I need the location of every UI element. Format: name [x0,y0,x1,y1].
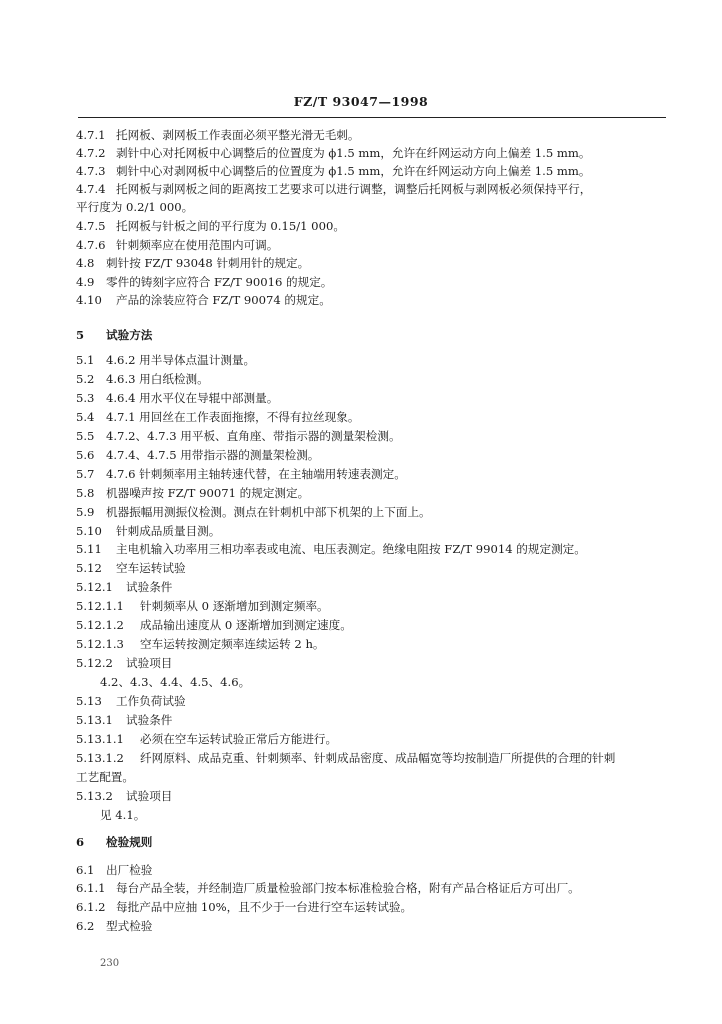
clause-number: 5.13.1.1 [76,732,124,746]
clause-text: 4.7.6 针刺频率用主轴转速代替，在主轴端用转速表测定。 [106,467,406,481]
clause-line [76,164,591,178]
clause-text: 零件的铸刻字应符合 FZ/T 90016 的规定。 [106,275,333,289]
clause-number: 4.7.2 [76,146,106,160]
clause-line [76,293,331,307]
clause-text: 4.7.1 用回丝在工作表面拖擦，不得有拉丝现象。 [106,410,360,424]
clause-line [76,770,134,784]
clause-line [76,751,615,765]
clause-number: 6.1.2 [76,900,106,914]
clause-text: 托网板与剥网板之间的距离按工艺要求可以进行调整，调整后托网板与剥网板必须保持平行， [116,182,592,196]
clause-text: 试验条件 [126,713,173,727]
clause-line [76,542,586,556]
clause-text: 4.2、4.3、4.4、4.5、4.6。 [100,675,251,689]
clause-line [100,808,145,822]
clause-number: 5.11 [76,542,102,556]
clause-text: 试验方法 [106,328,153,342]
clause-text: 4.6.2 用半导体点温计测量。 [106,353,256,367]
clause-number: 6 [76,835,85,849]
clause-line [76,328,152,342]
clause-line [76,599,329,613]
clause-number: 5.10 [76,524,102,538]
clause-line [76,863,152,877]
clause-line [76,656,172,670]
clause-text: 托网板、剥网板工作表面必须平整光滑无毛刺。 [116,128,360,142]
clause-number: 4.9 [76,275,95,289]
header-rule [78,117,666,118]
clause-number: 4.7.4 [76,182,106,196]
clause-line [76,128,359,142]
clause-number: 5.13.2 [76,789,113,803]
clause-line [76,505,431,519]
clause-text: 每批产品中应抽 10%，且不少于一台进行空车运转试验。 [116,900,413,914]
clause-number: 5.13.1.2 [76,751,124,765]
clause-text: 型式检验 [106,919,153,933]
clause-text: 每台产品全装，并经制造厂质量检验部门按本标准检验合格，附有产品合格证后方可出厂。 [116,881,580,895]
clause-number: 5.12.1.3 [76,637,124,651]
clause-line [76,429,401,443]
clause-text: 针刺频率从 0 逐渐增加到测定频率。 [140,599,329,613]
clause-text: 托网板与针板之间的平行度为 0.15/1 000。 [116,219,345,233]
clause-number: 4.7.6 [76,238,106,252]
clause-line [76,182,591,196]
clause-text: 纤网原料、成品克重、针刺频率、针刺成品密度、成品幅宽等均按制造厂所提供的合理的针刺 [140,751,616,765]
clause-line [76,353,255,367]
clause-text: 必须在空车运转试验正常后方能进行。 [140,732,338,746]
clause-line [76,881,580,895]
clause-line [76,238,278,252]
clause-text: 检验规则 [106,835,153,849]
clause-number: 5.2 [76,372,95,386]
clause-text: 机器噪声按 FZ/T 90071 的规定测定。 [106,486,310,500]
clause-line [76,789,172,803]
clause-line [76,275,332,289]
clause-line [76,467,406,481]
clause-text: 4.7.4、4.7.5 用带指示器的测量架检测。 [106,448,320,462]
clause-text: 刺针按 FZ/T 93048 针刺用针的规定。 [106,256,310,270]
clause-line [76,713,172,727]
clause-line [76,448,319,462]
clause-number: 5.4 [76,410,95,424]
clause-text: 见 4.1。 [100,808,146,822]
clause-number: 5.12.2 [76,656,113,670]
clause-number: 5.9 [76,505,95,519]
clause-number: 5.8 [76,486,95,500]
clause-number: 5.3 [76,391,95,405]
clause-line [76,732,337,746]
clause-number: 5.12 [76,561,102,575]
clause-text: 4.7.2、4.7.3 用平板、直角座、带指示器的测量架检测。 [106,429,401,443]
clause-line [76,618,352,632]
clause-line [76,561,186,575]
clause-line [76,919,152,933]
clause-line [76,580,172,594]
clause-number: 4.7.3 [76,164,106,178]
clause-number: 5.5 [76,429,95,443]
clause-text: 剥针中心对托网板中心调整后的位置度为 ϕ1.5 mm，允许在纤网运动方向上偏差 1.5 mm。 [116,146,591,160]
clause-line [100,675,250,689]
page-number: 230 [100,958,120,969]
clause-text: 成品输出速度从 0 逐渐增加到测定速度。 [140,618,352,632]
clause-line [76,900,412,914]
clause-text: 产品的涂装应符合 FZ/T 90074 的规定。 [116,293,331,307]
clause-number: 4.7.5 [76,219,106,233]
clause-text: 机器振幅用测振仪检测。测点在针刺机中部下机架的上下面上。 [106,505,431,519]
clause-number: 5 [76,328,85,342]
clause-line [76,219,345,233]
clause-number: 5.12.1.1 [76,599,124,613]
clause-number: 5.1 [76,353,95,367]
clause-text: 工艺配置。 [76,770,134,784]
clause-line [76,410,359,424]
clause-text: 针刺频率应在使用范围内可调。 [116,238,279,252]
clause-line [76,524,220,538]
clause-text: 试验项目 [126,656,173,670]
clause-number: 5.12.1 [76,580,113,594]
clause-text: 空车运转试验 [116,561,186,575]
clause-text: 出厂检验 [106,863,153,877]
clause-text: 试验项目 [126,789,173,803]
clause-text: 4.6.3 用白纸检测。 [106,372,209,386]
clause-line [76,256,309,270]
clause-text: 试验条件 [126,580,173,594]
clause-text: 4.6.4 用水平仪在导辊中部测量。 [106,391,279,405]
clause-line [76,372,209,386]
document-header: FZ/T 93047—1998 [293,94,429,109]
clause-text: 平行度为 0.2/1 000。 [76,200,194,214]
clause-number: 6.1 [76,863,95,877]
clause-line [76,391,278,405]
clause-number: 5.13 [76,694,102,708]
clause-number: 5.13.1 [76,713,113,727]
clause-number: 5.7 [76,467,95,481]
clause-line [76,637,325,651]
clause-number: 5.12.1.2 [76,618,124,632]
clause-number: 4.7.1 [76,128,106,142]
clause-line [76,486,309,500]
clause-line [76,200,193,214]
clause-text: 针刺成品质量目测。 [116,524,221,538]
clause-number: 4.8 [76,256,95,270]
clause-number: 6.1.1 [76,881,106,895]
clause-text: 刺针中心对剥网板中心调整后的位置度为 ϕ1.5 mm，允许在纤网运动方向上偏差 1.5 mm。 [116,164,591,178]
clause-text: 工作负荷试验 [116,694,186,708]
clause-line [76,694,186,708]
clause-number: 5.6 [76,448,95,462]
clause-number: 6.2 [76,919,95,933]
clause-line [76,835,152,849]
clause-text: 空车运转按测定频率连续运转 2 h。 [140,637,325,651]
clause-line [76,146,591,160]
clause-number: 4.10 [76,293,102,307]
clause-text: 主电机输入功率用三相功率表或电流、电压表测定。绝缘电阻按 FZ/T 99014 的规定测定。 [116,542,586,556]
